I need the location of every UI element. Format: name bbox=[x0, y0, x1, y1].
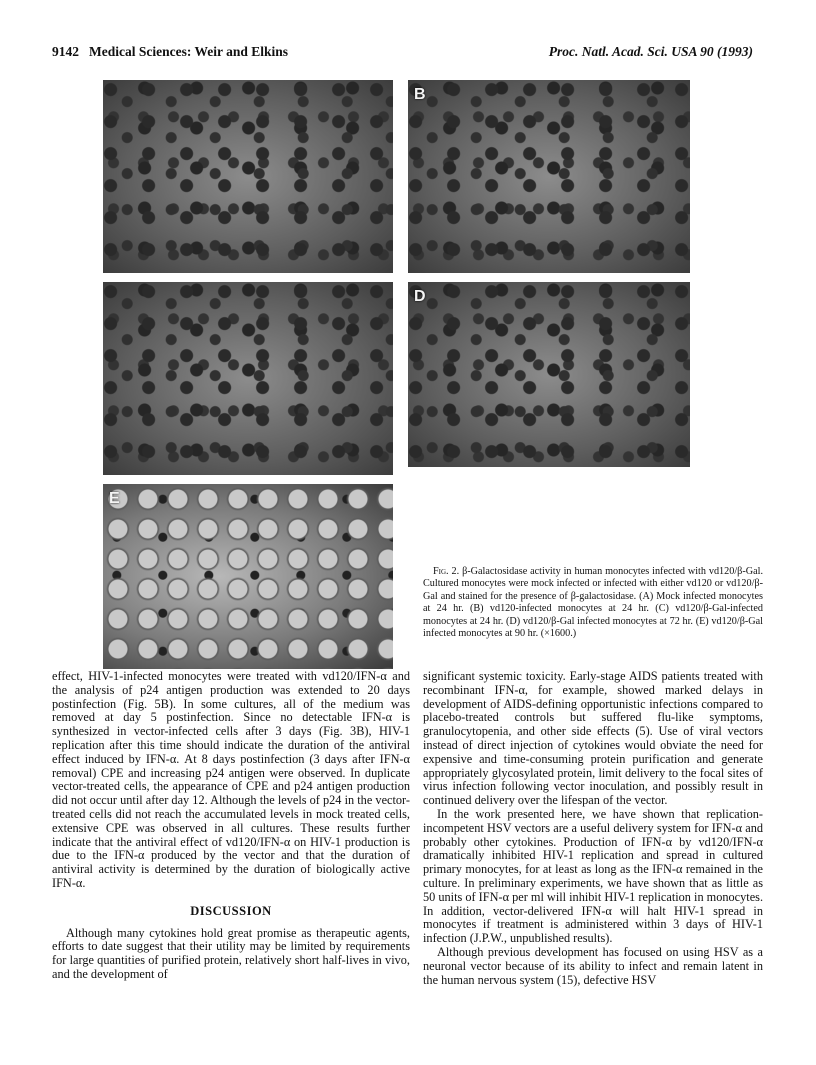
right-paragraph-3: Although previous development has focused on using HSV as a neuronal vector because of its ability to infect and remain latent in the human nervous system (15), defective HSV bbox=[423, 944, 763, 987]
panel-letter-d: D bbox=[414, 288, 426, 305]
running-head-section: Medical Sciences: Weir and Elkins bbox=[89, 44, 289, 59]
panel-letter-e: E bbox=[109, 490, 120, 507]
left-paragraph-2: Although many cytokines hold great promise as therapeutic agents, efforts to date suggest that their utility may be limited by requirements for large quantities of purified protein, relatively short half-lives in vivo, and the development of bbox=[52, 925, 410, 981]
figure-panel-e bbox=[103, 484, 393, 669]
right-paragraph-2: In the work presented here, we have shown that replication-incompetent HSV vectors are a useful delivery system for IFN-α and probably other cytokines. Production of IFN-α by vd120/IFN-α dramatically inhibited HIV-1 replication and spread in cultured primary monocytes, for at least as long as the IFN-α remained in the culture. In preliminary experiments, we have shown that as little as 50 units of IFN-α per ml will inhibit HIV-1 replication in monocytes. In addition, vector-delivered IFN-α will halt HIV-1 spread in monocytes if treatment is administered within 3 days of HIV-1 infection (J.P.W., unpublished results). bbox=[423, 806, 764, 946]
right-paragraph-1: significant systemic toxicity. Early-stage AIDS patients treated with recombinant IFN-α, for example, showed marked delays in development of AIDS-defining opportunistic infections compared to placebo-treated controls but suffered flu-like symptoms, granulocytopenia, and other side effects (5). Use of viral vectors instead of direct injection of cytokines would obviate the need for expensive and time-consuming protein purification and generate appropriately glycosylated protein, limit delivery to the focal sites of virus infection following vector inoculation, and possibly result in continued delivery over the lifespan of the vector. bbox=[423, 669, 763, 808]
right-column bbox=[423, 670, 763, 987]
figure-panel-d bbox=[408, 282, 690, 467]
left-column bbox=[52, 670, 410, 982]
left-paragraph-1: effect, HIV-1-infected monocytes were treated with vd120/IFN-α and the analysis of p24 antigen production was extended to 20 days postinfection (Fig. 5B). In some cultures, all of the medium was removed at day 5 postinfection. Since no detectable IFN-α is synthesized in vector-infected cells after 3 days (Fig. 3B), HIV-1 replication after this time should indicate the duration of the antiviral effect induced by IFN-α. At 8 days postinfection (3 days after IFN-α removal) CPE and increasing p24 antigen were observed. In duplicate vector-treated cells, the appearance of CPE and p24 antigen production did not occur until after day 12. Although the levels of p24 in the vector-treated cells did not reach the accumulated levels in mock treated cells, extensive CPE was observed in all cultures. These results further indicate that the antiviral effect of vd120/IFN-α on HIV-1 production is due to the IFN-α produced by the vector and that the duration of antiviral activity is determined by the duration of biologically active IFN-α. bbox=[52, 669, 410, 890]
discussion-heading: DISCUSSION bbox=[190, 903, 272, 918]
panel-letter-b: B bbox=[414, 86, 426, 103]
figure-panel-b bbox=[408, 80, 690, 273]
figure-caption bbox=[423, 566, 763, 640]
journal-reference: Proc. Natl. Acad. Sci. USA 90 (1993) bbox=[548, 44, 753, 59]
figure-panel-c bbox=[103, 282, 393, 475]
figure-caption-text: β-Galactosidase activity in human monocytes infected with vd120/β-Gal. Cultured monocytes were mock infected or infected with either vd120 or vd120/β-Gal and stained for the presence of β-galactosidase. (A) Mock infected monocytes at 24 hr. (B) vd120-infected monocytes at 24 hr. (C) vd120/β-Gal-infected monocytes at 24 hr. (D) vd120/β-Gal infected monocytes at 72 hr. (E) vd120/β-Gal infected monocytes at 90 hr. (×1600.) bbox=[423, 566, 763, 640]
figure-caption-label: Fig. 2. bbox=[433, 566, 460, 577]
figure-panel-a bbox=[103, 80, 393, 273]
page-number: 9142 bbox=[52, 44, 79, 59]
